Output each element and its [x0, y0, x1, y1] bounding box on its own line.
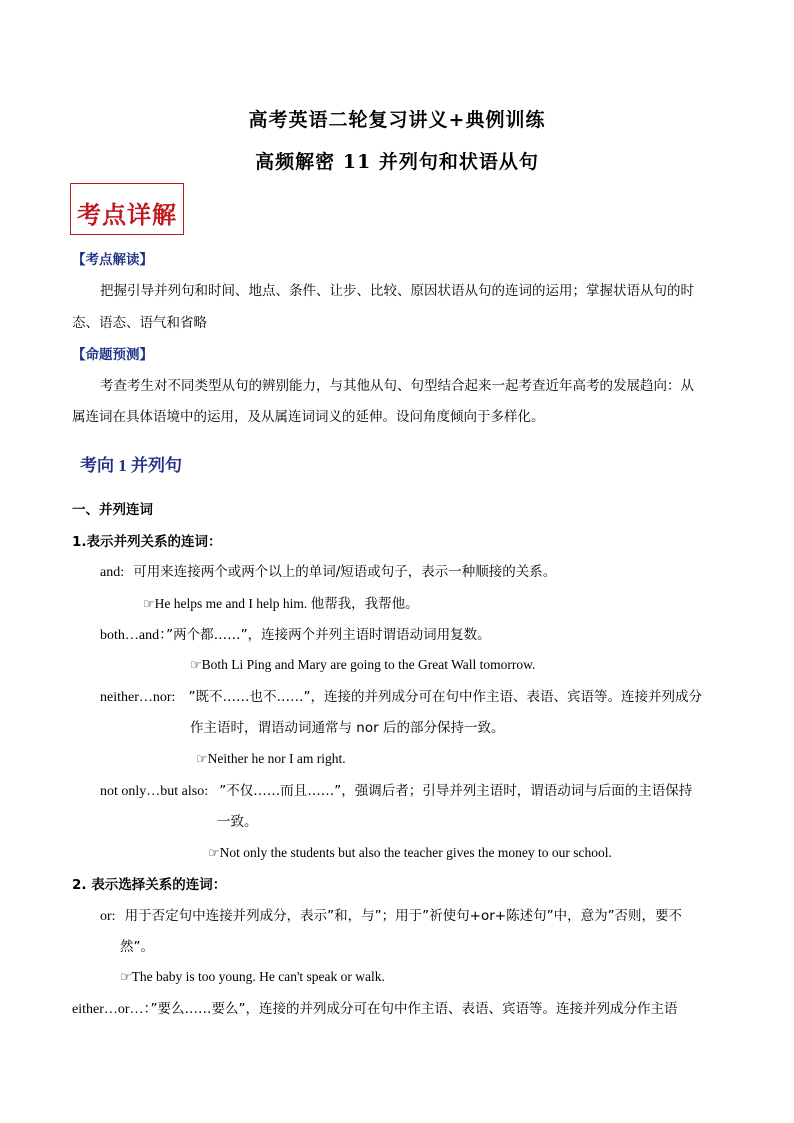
item-both	[100, 623, 491, 644]
pointing-hand-icon: ☞	[208, 846, 220, 861]
desc-neither-1: ”既不……也不……”，连接的并列成分可在句中作主语、表语、宾语等。连接并列成分	[188, 689, 703, 705]
sub-heading-alternative: 2. 表示选择关系的连词：	[72, 877, 227, 893]
desc-notonly-2: 一致。	[217, 814, 258, 830]
term-and: and:	[100, 565, 125, 580]
desc-either: ”要么……要么”，连接的并列成分可在句中作主语、表语、宾语等。连接并列成分作主语	[150, 1001, 678, 1017]
desc-notonly-1: ”不仅……而且……”，强调后者；引导并列主语时，谓语动词与后面的主语保持	[219, 783, 693, 799]
item-neither	[100, 685, 702, 706]
example-or	[120, 966, 385, 985]
pointing-hand-icon: ☞	[120, 970, 132, 985]
kaodian-badge-label: 考点详解	[77, 200, 177, 229]
kaodian-text-line1: 把握引导并列句和时间、地点、条件、让步、比较、原因状语从句的连词的运用；掌握状语从句的时	[100, 283, 694, 299]
example-both-text: Both Li Ping and Mary are going to the Great Wall tomorrow.	[201, 657, 536, 672]
section-tag-yuce: 【命题预测】	[72, 347, 153, 363]
item-either	[72, 997, 678, 1018]
pointing-hand-icon: ☞	[143, 597, 155, 612]
desc-or-1: 用于否定句中连接并列成分，表示”和，与”；用于”祈使句+or+陈述句”中，意为”否则，要不	[124, 908, 683, 924]
term-neither: neither…nor:	[100, 690, 176, 705]
yuce-text-line2: 属连词在具体语境中的运用，及从属连词词义的延伸。设问角度倾向于多样化。	[72, 409, 545, 425]
example-neither-text: Neither he nor I am right.	[207, 751, 346, 766]
item-or	[100, 904, 682, 925]
page-title: 高考英语二轮复习讲义+典例训练	[248, 109, 546, 131]
desc-and: 可用来连接两个或两个以上的单词/短语或句子，表示一种顺接的关系。	[133, 564, 557, 580]
kaodian-text-line2: 态、语态、语气和省略	[72, 315, 207, 331]
term-either: either…or…：	[72, 1002, 151, 1017]
pointing-hand-icon: ☞	[190, 658, 202, 673]
example-neither	[196, 748, 346, 767]
sub-heading-coordinate: 1.表示并列关系的连词：	[72, 534, 222, 550]
desc-neither-2: 作主语时，谓语动词通常与 nor 后的部分保持一致。	[190, 720, 505, 736]
sub-heading-conjunctions: 一、并列连词	[72, 502, 153, 518]
kaodian-badge	[70, 183, 184, 235]
pointing-hand-icon: ☞	[196, 752, 208, 767]
term-both: both…and：	[100, 628, 167, 643]
section-tag-kaodian: 【考点解读】	[72, 252, 153, 268]
example-and	[143, 592, 419, 612]
desc-or-2: 然”。	[120, 939, 154, 955]
example-and-text: He helps me and I help him. 他帮我，我帮他。	[154, 596, 419, 611]
example-or-text: The baby is too young. He can't speak or walk.	[131, 969, 385, 984]
page-subtitle: 高频解密 11 并列句和状语从句	[255, 151, 539, 173]
desc-both: ”两个都……”，连接两个并列主语时谓语动词用复数。	[166, 627, 491, 643]
example-notonly	[208, 842, 612, 861]
yuce-text-line1: 考查考生对不同类型从句的辨别能力，与其他从句、句型结合起来一起考查近年高考的发展趋向：从	[100, 378, 694, 394]
item-notonly	[100, 779, 692, 800]
term-or: or:	[100, 909, 116, 924]
example-both	[190, 654, 535, 673]
kaoxiang-heading: 考向 1 并列句	[80, 456, 182, 475]
item-and	[100, 560, 556, 581]
example-notonly-text: Not only the students but also the teacher gives the money to our school.	[219, 845, 612, 860]
term-notonly: not only…but also:	[100, 784, 209, 799]
